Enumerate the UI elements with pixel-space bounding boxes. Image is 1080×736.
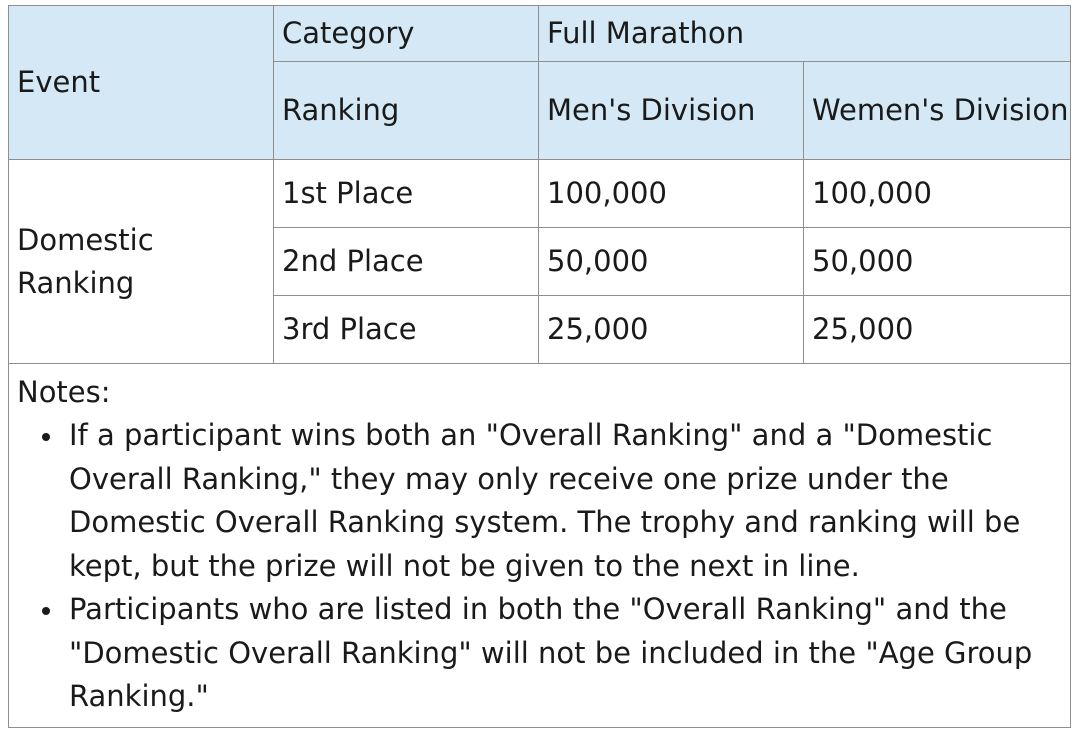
note-item xyxy=(69,588,1062,719)
bullet-icon xyxy=(42,607,50,615)
category-value: Full Marathon xyxy=(539,6,1071,62)
ranking-header: Ranking xyxy=(274,62,539,160)
note-text: If a participant wins both an "Overall Ranking" and a "Domestic Overall Ranking," they may only receive one prize under the Domestic Overall Ranking system. The trophy and ranking will be kept, but the prize will not be given to the next in line. xyxy=(69,418,1021,583)
header-row-category xyxy=(9,6,1071,62)
note-text: Participants who are listed in both the "Overall Ranking" and the "Domestic Overall Ranking" will not be included in the "Age Group Ranking." xyxy=(69,592,1033,713)
notes-row xyxy=(9,364,1071,728)
bullet-icon xyxy=(42,433,50,441)
place-cell: 3rd Place xyxy=(274,296,539,364)
womens-prize-cell: 100,000 xyxy=(804,160,1071,228)
mens-division-header: Men's Division xyxy=(539,62,804,160)
womens-prize-cell: 25,000 xyxy=(804,296,1071,364)
mens-prize-cell: 50,000 xyxy=(539,228,804,296)
mens-prize-cell: 25,000 xyxy=(539,296,804,364)
note-item xyxy=(69,414,1062,588)
womens-division-header: Wemen's Division xyxy=(804,62,1071,160)
event-header: Event xyxy=(9,6,274,160)
place-cell: 1st Place xyxy=(274,160,539,228)
notes-list xyxy=(17,414,1062,719)
prize-table xyxy=(8,5,1071,728)
notes-cell xyxy=(9,364,1071,728)
domestic-ranking-label: Domestic Ranking xyxy=(9,160,274,364)
place-cell: 2nd Place xyxy=(274,228,539,296)
womens-prize-cell: 50,000 xyxy=(804,228,1071,296)
mens-prize-cell: 100,000 xyxy=(539,160,804,228)
table-row xyxy=(9,160,1071,228)
notes-title: Notes: xyxy=(17,375,111,409)
category-header: Category xyxy=(274,6,539,62)
prize-table-container xyxy=(8,5,1071,728)
